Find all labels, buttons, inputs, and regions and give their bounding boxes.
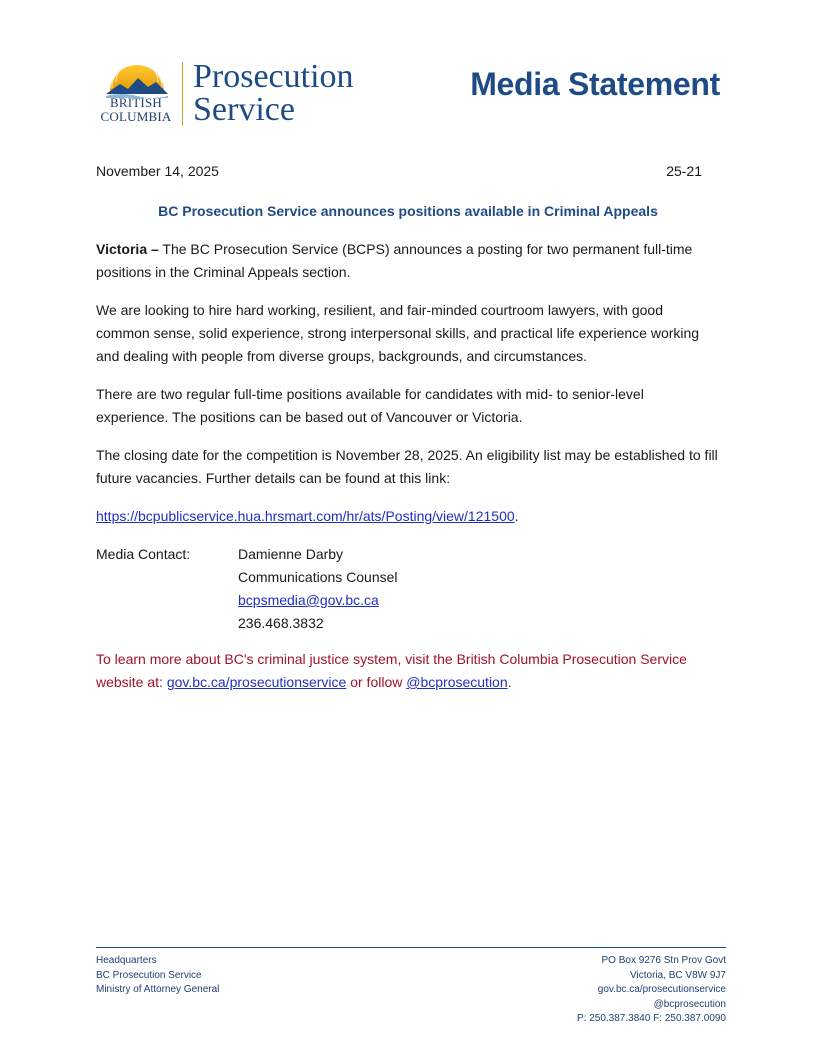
footer-organization: BC Prosecution Service: [96, 969, 202, 981]
province-wordmark: [96, 96, 176, 124]
footer-ministry: Ministry of Attorney General: [96, 984, 220, 995]
learn-more-note: [96, 648, 720, 694]
dateline: Victoria –: [96, 241, 159, 257]
service-wordmark: [193, 60, 354, 126]
footer-city-postal: Victoria, BC V8W 9J7: [630, 969, 726, 981]
footer-phone-fax: P: 250.387.3840 F: 250.387.0090: [576, 1013, 726, 1024]
note-text-3: .: [507, 674, 512, 690]
posting-link-suffix: .: [514, 508, 519, 524]
media-contact-label: Media Contact:: [96, 546, 191, 562]
logo-divider: [182, 62, 183, 126]
note-text-1: To learn more about BC's criminal justice system, visit the British Columbia Prosecution Service website at:: [96, 651, 687, 690]
province-line-2: COLUMBIA: [100, 109, 172, 124]
paragraph-4: The closing date for the competition is November 28, 2025. An eligibility list may be established to fill future vacancies. Further details can be found at this link:: [96, 447, 718, 486]
service-name-line-2: Service: [193, 91, 295, 128]
footer-left: [96, 954, 219, 998]
footer-right: [577, 954, 726, 1027]
footer-social: @bcprosecution: [653, 998, 726, 1010]
note-text-2: or follow: [346, 674, 407, 690]
statement-headline: BC Prosecution Service announces positions available in Criminal Appeals: [158, 203, 658, 219]
paragraph-1-text: The BC Prosecution Service (BCPS) announces a posting for two permanent full-time positions in the Criminal Appeals section.: [96, 241, 693, 280]
contact-email-link[interactable]: bcpsmedia@gov.bc.ca: [238, 592, 379, 608]
document-title: Media Statement: [470, 66, 720, 102]
website-link[interactable]: gov.bc.ca/prosecutionservice: [166, 674, 347, 690]
province-line-1: BRITISH: [110, 95, 162, 110]
contact-name: Damienne Darby: [238, 546, 344, 562]
footer-website: gov.bc.ca/prosecutionservice: [597, 984, 726, 995]
bc-sun-mountains-logo-mark: [96, 58, 176, 128]
posting-link-paragraph: [96, 505, 720, 528]
statement-body: [96, 238, 720, 709]
media-contact-details: [238, 543, 398, 635]
social-handle-link[interactable]: @bcprosecution: [406, 674, 508, 690]
contact-phone: 236.468.3832: [238, 615, 324, 631]
service-name-line-1: Prosecution: [193, 58, 354, 95]
statement-date: November 14, 2025: [96, 163, 219, 179]
footer-headquarters: Headquarters: [96, 955, 157, 966]
statement-number: 25-21: [666, 163, 702, 179]
contact-role: Communications Counsel: [238, 569, 398, 585]
footer-po-box: PO Box 9276 Stn Prov Govt: [601, 955, 726, 966]
paragraph-1: [96, 238, 720, 284]
media-contact: [96, 543, 720, 635]
sun-mountain-icon: [102, 58, 172, 98]
paragraph-2: We are looking to hire hard working, resilient, and fair-minded courtroom lawyers, with good common sense, solid experience, strong interpersonal skills, and practical life experience working and dealing with people from diverse groups, backgrounds, and circumstances.: [96, 302, 700, 364]
posting-link[interactable]: https://bcpublicservice.hua.hrsmart.com/hr/ats/Posting/view/121500: [96, 508, 515, 524]
paragraph-3: There are two regular full-time positions available for candidates with mid- to senior-level experience. The positions can be based out of Vancouver or Victoria.: [96, 386, 644, 425]
bc-prosecution-logo: [96, 58, 396, 130]
page-footer: [96, 947, 726, 1024]
